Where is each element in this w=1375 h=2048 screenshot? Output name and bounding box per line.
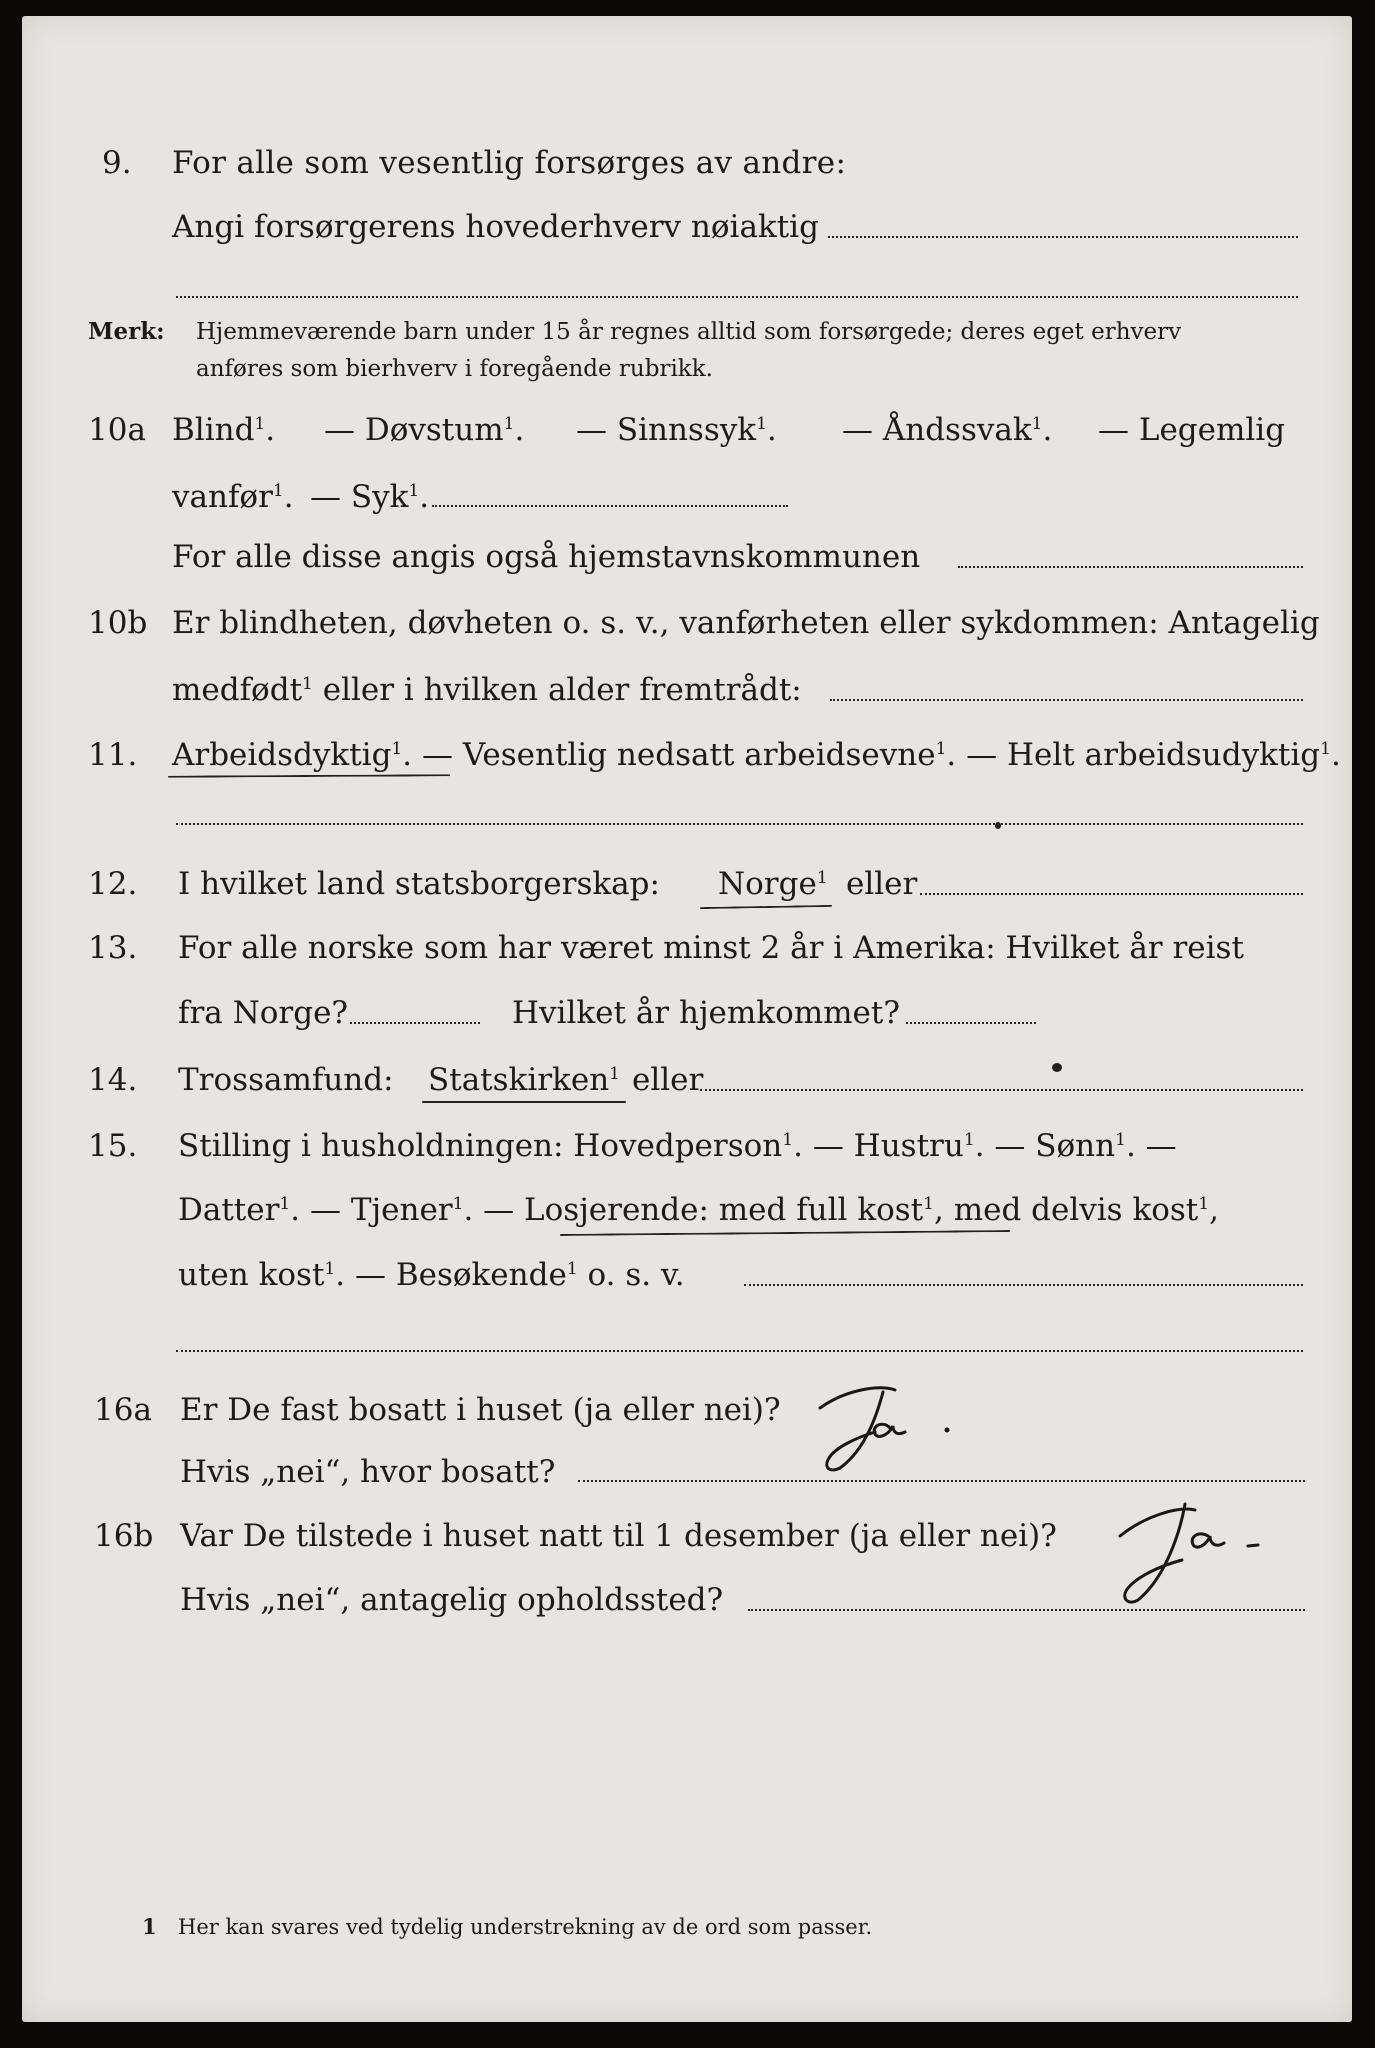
q10b-line-2: medfødt$^1$ eller i hvilken alder fremtrådt:: [172, 672, 802, 708]
q13-line-1: For alle norske som har været minst 2 år i Amerika: Hvilket år reist: [178, 930, 1244, 966]
q10b-number: 10b: [88, 605, 148, 641]
q9-main-occupation-label: Angi forsørgerens hovederhverv nøiaktig: [172, 209, 819, 245]
footnote-mark: 1: [142, 1914, 157, 1939]
q16b-number: 16b: [94, 1518, 154, 1554]
q13-number: 13.: [88, 930, 138, 966]
q12-text: I hvilket land statsborgerskap:: [178, 866, 660, 902]
footnote-text: Her kan svares ved tydelig understrekning av de ord som passer.: [178, 1915, 873, 1939]
q9-answer-field-2[interactable]: [176, 296, 1298, 298]
q10a-answer-field[interactable]: [432, 505, 788, 507]
q16a-number: 16a: [94, 1392, 152, 1428]
q11-arbeidsdyktig[interactable]: Arbeidsdyktig: [172, 737, 392, 773]
q10a-home-municipality-label: For alle disse angis også hjemstavnskommunen: [172, 539, 921, 575]
q9-answer-field[interactable]: [828, 236, 1298, 238]
q12-eller: eller: [846, 866, 918, 902]
q14-text: Trossamfund:: [178, 1062, 394, 1098]
q10a-syk: — Syk$^1$.: [310, 479, 430, 515]
q10a-andssvak: — Åndssvak$^1$.: [842, 412, 1053, 448]
q10a-dovstum: — Døvstum$^1$.: [324, 412, 525, 448]
q16b-answer-field[interactable]: [748, 1609, 1305, 1611]
q16b-line-2: Hvis „nei“, antagelig opholdssted?: [180, 1582, 724, 1618]
q16a-answer-field[interactable]: [578, 1480, 1305, 1482]
q10a-vanfor: vanfør$^1$.: [172, 479, 294, 515]
q14-eller: eller: [632, 1062, 704, 1098]
q13-fra-norge: fra Norge?: [178, 995, 349, 1031]
q11-number: 11.: [88, 737, 138, 773]
ink-speck-2: [1052, 1063, 1062, 1072]
q11-answer-field[interactable]: [176, 823, 1303, 825]
q13-year-left-field[interactable]: [350, 1022, 480, 1024]
q15-answer-field-2[interactable]: [176, 1350, 1303, 1352]
q12-answer-field[interactable]: [920, 893, 1303, 895]
q10a-sinnssyk: — Sinnssyk$^1$.: [576, 412, 777, 448]
q10a-blind: Blind$^1$.: [172, 412, 276, 448]
q10b-answer-field[interactable]: [830, 699, 1303, 701]
q16a-line-1: Er De fast bosatt i huset (ja eller nei)?: [180, 1392, 781, 1428]
q16a-handwritten-answer: [785, 1380, 960, 1475]
q10b-line-1: Er blindheten, døvheten o. s. v., vanførheten eller sykdommen: Antagelig: [172, 605, 1320, 641]
q14-statskirken: Statskirken$^1$: [428, 1062, 620, 1098]
q9-number: 9.: [102, 145, 132, 181]
q9-question: For alle som vesentlig forsørges av andre:: [172, 145, 847, 181]
q15-losjerende[interactable]: Losjerende: med full kost: [524, 1192, 924, 1228]
q13-hjemkommet: Hvilket år hjemkommet?: [512, 995, 900, 1031]
q10a-legemlig: — Legemlig: [1098, 412, 1286, 448]
q15-number: 15.: [88, 1128, 138, 1164]
merk-line-1: Hjemmeværende barn under 15 år regnes alltid som forsørgede; deres eget erhverv: [196, 319, 1182, 345]
q15-line-2: Datter$^1$. — Tjener$^1$. — Losjerende: med full kost$^1$, med delvis kost$^1$,: [178, 1192, 1219, 1228]
merk-label: Merk:: [88, 318, 165, 345]
q13-year-returned-field[interactable]: [906, 1022, 1036, 1024]
q12-norge: Norge$^1$: [718, 866, 828, 902]
merk-line-2: anføres som bierhverv i foregående rubrikk.: [196, 356, 713, 382]
q15-line-1: Stilling i husholdningen: Hovedperson$^1$. — Hustru$^1$. — Sønn$^1$. —: [178, 1128, 1177, 1164]
ink-speck: [995, 822, 1001, 829]
q10a-number: 10a: [88, 412, 146, 448]
q14-number: 14.: [88, 1062, 138, 1098]
q14-underline-statskirken: [422, 1101, 626, 1103]
q16a-line-2: Hvis „nei“, hvor bosatt?: [180, 1454, 556, 1490]
q10a-municipality-field[interactable]: [958, 566, 1303, 568]
q16b-handwritten-answer: [1100, 1488, 1280, 1613]
q14-answer-field[interactable]: [700, 1089, 1303, 1091]
q11-options: Arbeidsdyktig$^1$. — Vesentlig nedsatt arbeidsevne$^1$. — Helt arbeidsudyktig$^1$.: [172, 737, 1341, 773]
q12-number: 12.: [88, 866, 138, 902]
q15-line-3: uten kost$^1$. — Besøkende$^1$ o. s. v.: [178, 1257, 685, 1293]
q15-answer-field[interactable]: [744, 1284, 1303, 1286]
q16b-line-1: Var De tilstede i huset natt til 1 desember (ja eller nei)?: [180, 1518, 1057, 1554]
